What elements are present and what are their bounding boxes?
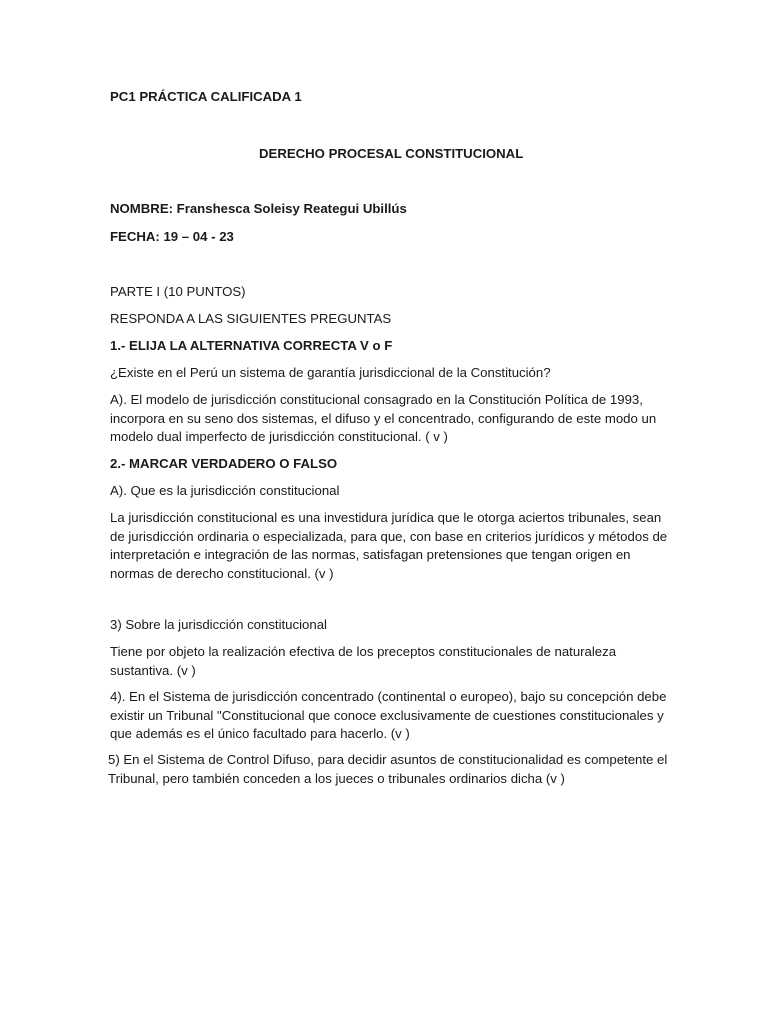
- part-title: PARTE I (10 PUNTOS): [110, 284, 246, 299]
- answer-line: Tribunal, pero también conceden a los jueces o tribunales ordinarios dicha (v ): [108, 770, 565, 786]
- item-4-answer: [110, 688, 666, 744]
- answer-line: 4). En el Sistema de jurisdicción concentrado (continental o europeo), bajo su concepción debe: [110, 689, 667, 704]
- answer-line: 5) En el Sistema de Control Difuso, para decidir asuntos de constitucionalidad es competente el: [108, 752, 668, 767]
- item-a-title: A). Que es la jurisdicción constitucional: [110, 483, 340, 498]
- part-instruction: RESPONDA A LAS SIGUIENTES PREGUNTAS: [110, 311, 392, 326]
- answer-line: existir un Tribunal "Constitucional que conoce exclusivamente de cuestiones constitucionales y: [110, 707, 664, 723]
- item-3-answer: [110, 643, 666, 680]
- answer-line: incorpora en su seno dos sistemas, el difuso y el concentrado, configurando de este modo un: [110, 410, 657, 426]
- exam-title: PC1 PRÁCTICA CALIFICADA 1: [110, 89, 302, 104]
- answer-line: interpretación e integración de las normas, satisfagan pretensiones que tengan origen en: [110, 547, 631, 562]
- item-5-answer: [108, 751, 668, 788]
- answer-line: normas de derecho constitucional. (v ): [110, 565, 334, 581]
- question-1-heading: 1.- ELIJA LA ALTERNATIVA CORRECTA V o F: [110, 338, 393, 353]
- answer-line: Tiene por objeto la realización efectiva de los preceptos constitucionales de naturaleza: [110, 644, 617, 659]
- answer-line: sustantiva. (v ): [110, 662, 196, 678]
- course-title: DERECHO PROCESAL CONSTITUCIONAL: [259, 146, 524, 161]
- answer-line: modelo dual imperfecto de jurisdicción constitucional. ( v ): [110, 429, 448, 444]
- answer-line: A). El modelo de jurisdicción constitucional consagrado en la Constitución Política de 1993,: [110, 392, 643, 407]
- answer-line: que además es el único facultado para hacerlo. (v ): [110, 726, 410, 741]
- answer-line: La jurisdicción constitucional es una investidura jurídica que le otorga aciertos tribunales, sean: [110, 510, 662, 525]
- question-2-heading: 2.- MARCAR VERDADERO O FALSO: [110, 456, 338, 471]
- item-3-title: 3) Sobre la jurisdicción constitucional: [110, 617, 327, 632]
- exam-date: FECHA: 19 – 04 - 23: [110, 229, 234, 244]
- question-1-answer: [110, 391, 666, 447]
- answer-line: de jurisdicción ordinaria o especializada, para que, con base en criterios jurídicos y métodos de: [110, 528, 668, 544]
- student-name: NOMBRE: Franshesca Soleisy Reategui Ubillús: [110, 201, 407, 216]
- item-a-answer: [110, 509, 666, 583]
- question-1-text: ¿Existe en el Perú un sistema de garantía jurisdiccional de la Constitución?: [110, 365, 551, 380]
